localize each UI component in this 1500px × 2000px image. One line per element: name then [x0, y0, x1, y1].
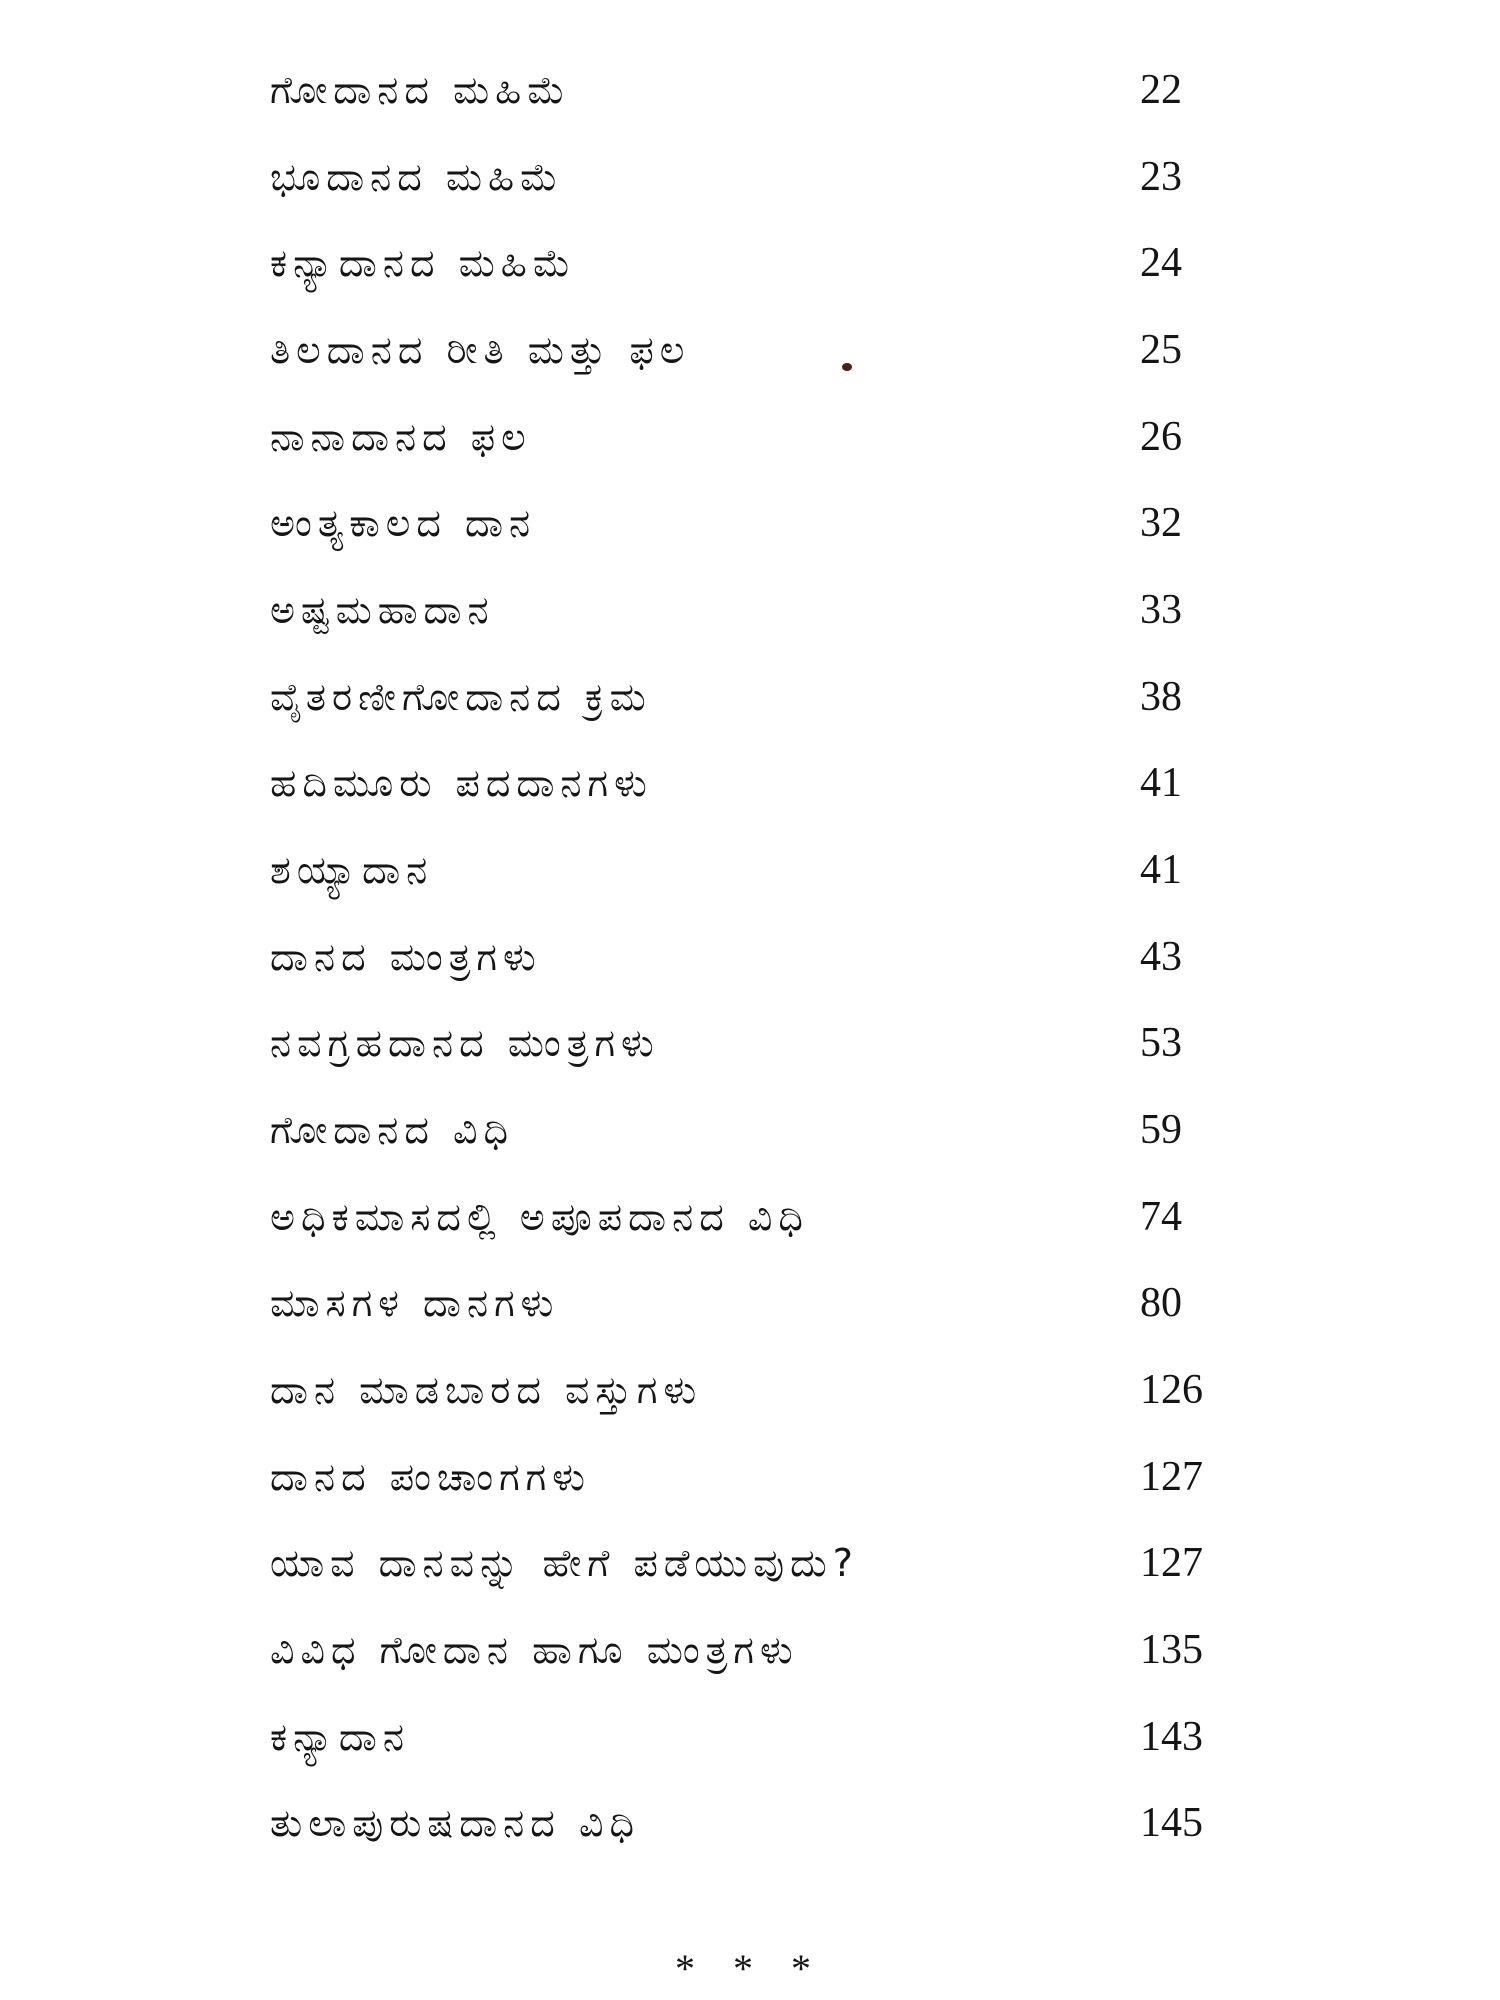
toc-entry-page-number: 41: [1140, 760, 1182, 806]
toc-entry: [270, 662, 1280, 732]
toc-entry: [270, 488, 1280, 558]
toc-entry-title: ಕನ್ಯಾದಾನ: [270, 1714, 410, 1759]
toc-entry-page-number: 38: [1140, 674, 1182, 720]
toc-entry-title: ಅಷ್ಟಮಹಾದಾನ: [270, 587, 495, 632]
end-mark: * * *: [675, 1946, 825, 1991]
toc-entry-title: ಅಂತ್ಯಕಾಲದ ದಾನ: [270, 500, 537, 545]
toc-entry: [270, 228, 1280, 298]
toc-entry: [270, 835, 1280, 905]
toc-entry-page-number: 41: [1140, 847, 1182, 893]
toc-entry-title: ಮಾಸಗಳ ದಾನಗಳು: [270, 1280, 560, 1325]
toc-entry-page-number: 74: [1140, 1194, 1182, 1240]
toc-entry-page-number: 53: [1140, 1020, 1182, 1066]
toc-entry-page-number: 25: [1140, 327, 1182, 373]
toc-entry-title: ತಿಲದಾನದ ರೀತಿ ಮತ್ತು ಫಲ: [270, 327, 691, 372]
toc-entry: [270, 1355, 1280, 1425]
toc-entry: [270, 1615, 1280, 1685]
toc-entry-title: ಗೋದಾನದ ಮಹಿಮೆ: [270, 67, 571, 112]
toc-entry: [270, 1095, 1280, 1165]
toc-entry: [270, 1268, 1280, 1338]
toc-entry-title: ತುಲಾಪುರುಷದಾನದ ವಿಧಿ: [270, 1800, 640, 1845]
toc-entry-page-number: 22: [1140, 67, 1182, 113]
toc-entry: [270, 55, 1280, 125]
toc-entry: [270, 575, 1280, 645]
toc-entry-page-number: 24: [1140, 240, 1182, 286]
toc-entry-title: ವಿವಿಧ ಗೋದಾನ ಹಾಗೂ ಮಂತ್ರಗಳು: [270, 1627, 799, 1672]
toc-entry-title: ಕನ್ಯಾದಾನದ ಮಹಿಮೆ: [270, 240, 577, 285]
toc-entry-title: ಶಯ್ಯಾದಾನ: [270, 847, 434, 892]
toc-entry-title: ವೈತರಣೀಗೋದಾನದ ಕ್ರಮ: [270, 674, 652, 719]
toc-entry-title: ಹದಿಮೂರು ಪದದಾನಗಳು: [270, 760, 653, 805]
toc-entry: [270, 1442, 1280, 1512]
toc-entry-title: ದಾನ ಮಾಡಬಾರದ ವಸ್ತುಗಳು: [270, 1367, 703, 1412]
toc-entry: [270, 922, 1280, 992]
ink-speck: [842, 363, 852, 371]
toc-entry: [270, 1788, 1280, 1858]
toc-entry-page-number: 135: [1140, 1627, 1203, 1673]
toc-entry-title: ಗೋದಾನದ ವಿಧಿ: [270, 1107, 515, 1152]
toc-entry: [270, 748, 1280, 818]
toc-entry-title: ಭೂದಾನದ ಮಹಿಮೆ: [270, 154, 564, 199]
toc-entry: [270, 1182, 1280, 1252]
toc-entry-page-number: 126: [1140, 1367, 1203, 1413]
toc-entry-page-number: 143: [1140, 1714, 1203, 1760]
toc-entry-title: ಯಾವ ದಾನವನ್ನು ಹೇಗೆ ಪಡೆಯುವುದು?: [270, 1540, 859, 1585]
toc-entry-title: ಅಧಿಕಮಾಸದಲ್ಲಿ ಅಪೂಪದಾನದ ವಿಧಿ: [270, 1194, 809, 1239]
toc-entry-title: ದಾನದ ಪಂಚಾಂಗಗಳು: [270, 1454, 591, 1499]
toc-entry-page-number: 80: [1140, 1280, 1182, 1326]
toc-entry-page-number: 23: [1140, 154, 1182, 200]
toc-entry-title: ನಾನಾದಾನದ ಫಲ: [270, 414, 532, 459]
toc-entry-page-number: 33: [1140, 587, 1182, 633]
toc-entry-page-number: 43: [1140, 934, 1182, 980]
toc-entry: [270, 142, 1280, 212]
toc-entry-page-number: 127: [1140, 1540, 1203, 1586]
toc-entry-page-number: 26: [1140, 414, 1182, 460]
toc-entry-page-number: 145: [1140, 1800, 1203, 1846]
toc-entry: [270, 402, 1280, 472]
toc-entry-page-number: 59: [1140, 1107, 1182, 1153]
toc-entry-page-number: 32: [1140, 500, 1182, 546]
toc-entry: [270, 1702, 1280, 1772]
toc-entry: [270, 1528, 1280, 1598]
toc-entry-title: ದಾನದ ಮಂತ್ರಗಳು: [270, 934, 542, 979]
toc-entry-title: ನವಗ್ರಹದಾನದ ಮಂತ್ರಗಳು: [270, 1020, 660, 1065]
toc-entry-page-number: 127: [1140, 1454, 1203, 1500]
toc-entry: [270, 1008, 1280, 1078]
toc-entry: [270, 315, 1280, 385]
